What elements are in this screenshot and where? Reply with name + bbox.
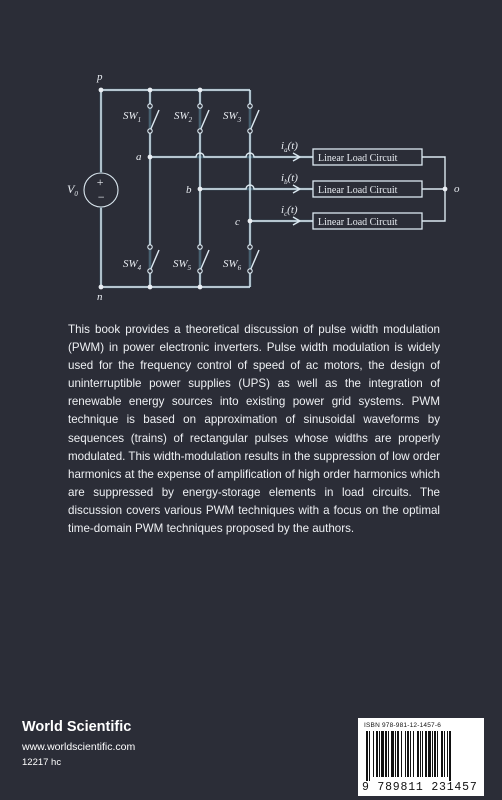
minus-sign: − bbox=[97, 190, 106, 204]
barcode-bar bbox=[425, 731, 427, 777]
barcode-bar bbox=[441, 731, 443, 777]
sw5-label: $SW_5$ bbox=[173, 258, 192, 272]
node-n-label: n bbox=[97, 291, 103, 303]
load-label-b: Linear Load Circuit bbox=[318, 185, 398, 196]
barcode-bar bbox=[422, 731, 423, 777]
barcode-bar bbox=[444, 731, 445, 777]
barcode-bar bbox=[447, 731, 448, 777]
current-a-label: $i_a(t)$ bbox=[281, 140, 298, 154]
barcode-bar bbox=[432, 731, 433, 777]
current-c-label: $i_c(t)$ bbox=[281, 204, 298, 218]
barcode-bar bbox=[397, 731, 399, 777]
barcode-bar bbox=[376, 731, 378, 777]
source-label: $V_0$ bbox=[67, 182, 78, 198]
node-b-label: b bbox=[186, 184, 192, 196]
barcode-bar bbox=[381, 731, 384, 777]
barcode-bar bbox=[417, 731, 419, 777]
node-a-label: a bbox=[136, 151, 142, 163]
barcode-bar bbox=[437, 731, 438, 777]
barcode-bar bbox=[366, 731, 368, 781]
sw6-label: $SW_6$ bbox=[223, 258, 242, 272]
book-description: This book provides a theoretical discussion of pulse width modulation (PWM) in power electronic inverters. Pulse width modulation is widely used for the frequency control of speed of ac motors, the design of uninterruptible power supplies (UPS) as well as the integration of renewable energy sources into existing power grid systems. PWM technique is based on approximation of sinusoidal waveforms by sequences (trains) of rectangular pulses whose widths are properly modulated. This width-modulation results in the suppression of low order harmonics at the expense of amplification of high order harmonics which are suppressed by energy-storage elements in load circuits. The discussion covers various PWM techniques with a focus on the optimal time-domain PWM techniques proposed by the authors. bbox=[68, 323, 440, 536]
barcode-bar bbox=[449, 731, 451, 781]
barcode-bar bbox=[428, 731, 431, 777]
load-label-c: Linear Load Circuit bbox=[318, 217, 398, 228]
isbn-digits bbox=[362, 781, 478, 794]
barcode-bar bbox=[373, 731, 374, 777]
isbn-group-1: 789811 bbox=[377, 781, 424, 794]
barcode-bar bbox=[434, 731, 436, 777]
barcode-bar bbox=[369, 731, 370, 781]
sw4-label: $SW_4$ bbox=[123, 258, 142, 272]
sw3-label: $SW_3$ bbox=[223, 110, 242, 124]
output-a bbox=[150, 153, 313, 157]
barcode-bar bbox=[410, 731, 411, 777]
neutral-bus bbox=[422, 157, 445, 221]
barcode-bar bbox=[379, 731, 380, 777]
sw2-label: $SW_2$ bbox=[174, 110, 193, 124]
plus-sign: + bbox=[96, 175, 105, 189]
barcode-bar bbox=[401, 731, 402, 777]
barcode-bar bbox=[420, 731, 421, 777]
publisher-name: World Scientific bbox=[22, 719, 132, 735]
isbn-first-digit: 9 bbox=[362, 781, 370, 794]
node-c-label: c bbox=[235, 216, 240, 228]
isbn-group-2: 231457 bbox=[431, 781, 478, 794]
product-code: 12217 hc bbox=[22, 757, 62, 768]
isbn-label: ISBN 978-981-12-1457-6 bbox=[364, 722, 442, 729]
barcode-bar bbox=[391, 731, 394, 777]
barcode-bar bbox=[413, 731, 414, 777]
barcode-bar bbox=[388, 731, 389, 777]
barcode-bar bbox=[407, 731, 409, 777]
sw1-label: $SW_1$ bbox=[123, 110, 142, 124]
barcode-bar bbox=[395, 731, 396, 777]
node-o-label: o bbox=[454, 183, 460, 195]
barcode-bar bbox=[385, 731, 387, 777]
isbn-barcode bbox=[358, 718, 484, 796]
current-b-label: $i_b(t)$ bbox=[281, 172, 298, 186]
load-label-a: Linear Load Circuit bbox=[318, 153, 398, 164]
barcode-bars bbox=[366, 731, 478, 781]
node-p-label: p bbox=[97, 71, 103, 83]
barcode-bar bbox=[405, 731, 406, 777]
inverter-circuit-diagram bbox=[0, 0, 502, 320]
publisher-url[interactable]: www.worldscientific.com bbox=[22, 741, 136, 753]
